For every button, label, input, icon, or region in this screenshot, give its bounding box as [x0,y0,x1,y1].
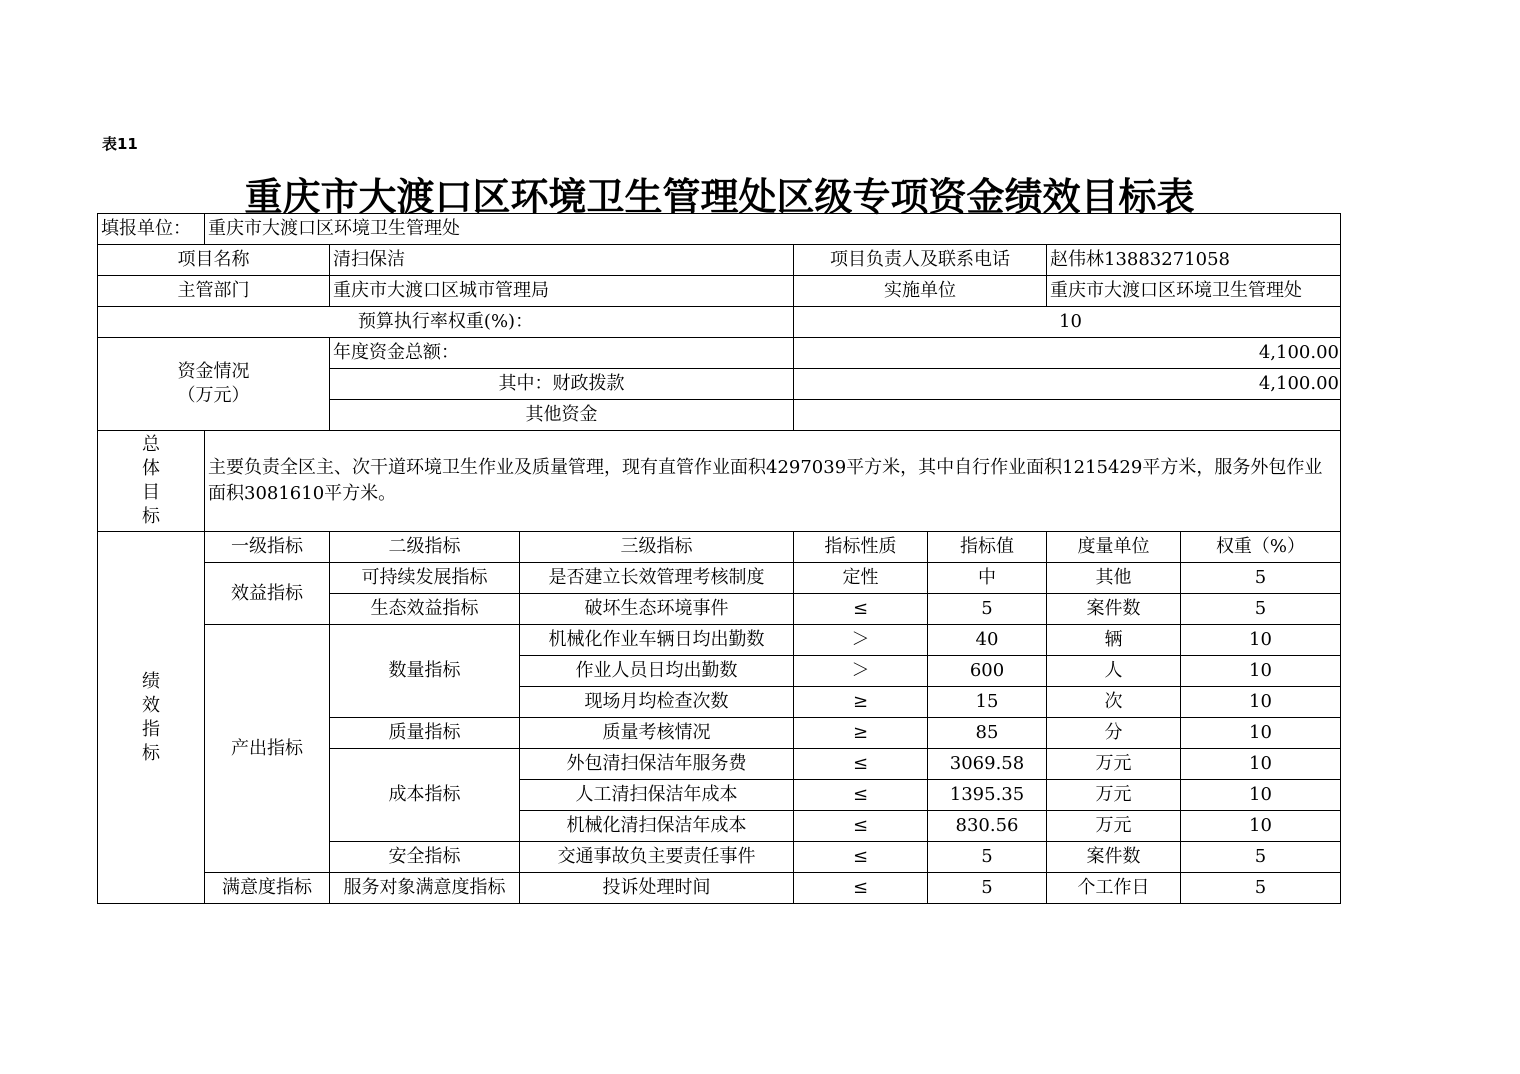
indicator-nature: ≤ [794,749,928,780]
header-level1: 一级指标 [205,532,330,563]
funds-total-row [98,338,1341,369]
dept-row [98,276,1341,307]
indicator-unit: 人 [1047,656,1181,687]
indicator-value: 中 [928,563,1047,594]
indicator-unit: 万元 [1047,780,1181,811]
indicator-nature: ≤ [794,811,928,842]
indicator-weight: 5 [1181,594,1341,625]
indicator-weight: 10 [1181,718,1341,749]
subgroup-service: 服务对象满意度指标 [330,873,520,904]
header-level3: 三级指标 [520,532,794,563]
indicator-weight: 10 [1181,749,1341,780]
fill-unit-row [98,214,1341,245]
budget-weight-label: 预算执行率权重(%)： [98,307,794,338]
contact-value: 赵伟林13883271058 [1047,245,1341,276]
funds-other-label: 其他资金 [330,400,794,431]
indicator-value: 830.56 [928,811,1047,842]
fill-unit-label: 填报单位： [98,214,205,245]
group-satisfaction: 满意度指标 [205,873,330,904]
indicator-value: 5 [928,842,1047,873]
funds-fiscal-label: 其中：财政拨款 [330,369,794,400]
indicator-weight: 10 [1181,811,1341,842]
perf-label-char: 标 [142,742,160,764]
impl-value: 重庆市大渡口区环境卫生管理处 [1047,276,1341,307]
goal-label-char: 标 [142,506,160,527]
indicator-name: 破坏生态环境事件 [520,594,794,625]
budget-weight-row [98,307,1341,338]
indicator-nature: 定性 [794,563,928,594]
indicator-unit: 次 [1047,687,1181,718]
indicator-unit: 其他 [1047,563,1181,594]
indicator-value: 5 [928,594,1047,625]
indicator-name: 交通事故负主要责任事件 [520,842,794,873]
indicator-unit: 个工作日 [1047,873,1181,904]
indicator-value: 15 [928,687,1047,718]
indicator-unit: 辆 [1047,625,1181,656]
indicator-header-row [98,532,1341,563]
indicator-weight: 10 [1181,625,1341,656]
header-nature: 指标性质 [794,532,928,563]
indicator-name: 是否建立长效管理考核制度 [520,563,794,594]
project-name-value: 清扫保洁 [330,245,794,276]
impl-label: 实施单位 [794,276,1047,307]
indicator-unit: 案件数 [1047,594,1181,625]
table-row [98,563,1341,594]
funds-fiscal-value: 4,100.00 [794,369,1341,400]
indicator-value: 85 [928,718,1047,749]
subgroup-eco: 生态效益指标 [330,594,520,625]
indicator-value: 600 [928,656,1047,687]
table-row [98,873,1341,904]
overall-goal-row [98,431,1341,532]
indicator-name: 作业人员日均出勤数 [520,656,794,687]
group-output: 产出指标 [205,625,330,873]
fill-unit-value: 重庆市大渡口区环境卫生管理处 [205,214,1341,245]
indicator-name: 投诉处理时间 [520,873,794,904]
indicator-unit: 案件数 [1047,842,1181,873]
indicator-name: 外包清扫保洁年服务费 [520,749,794,780]
header-value: 指标值 [928,532,1047,563]
project-name-label: 项目名称 [98,245,330,276]
indicator-nature: ≥ [794,718,928,749]
indicator-value: 5 [928,873,1047,904]
indicator-weight: 10 [1181,780,1341,811]
funds-label [98,338,330,431]
indicator-name: 质量考核情况 [520,718,794,749]
funds-total-value: 4,100.00 [794,338,1341,369]
indicator-weight: 10 [1181,687,1341,718]
indicator-unit: 万元 [1047,811,1181,842]
indicator-weight: 10 [1181,656,1341,687]
indicator-value: 1395.35 [928,780,1047,811]
indicator-name: 机械化作业车辆日均出勤数 [520,625,794,656]
indicator-weight: 5 [1181,873,1341,904]
funds-other-value [794,400,1341,431]
perf-label [98,532,205,904]
overall-goal-label [98,431,205,532]
funds-label-line2: （万元） [177,385,250,406]
funds-total-label: 年度资金总额： [330,338,794,369]
subgroup-quantity: 数量指标 [330,625,520,718]
subgroup-sustain: 可持续发展指标 [330,563,520,594]
indicator-nature: ≤ [794,842,928,873]
goal-label-char: 总 [142,434,160,455]
indicator-name: 人工清扫保洁年成本 [520,780,794,811]
indicator-value: 3069.58 [928,749,1047,780]
header-level2: 二级指标 [330,532,520,563]
funds-label-line1: 资金情况 [177,361,250,382]
indicator-weight: 5 [1181,842,1341,873]
subgroup-cost: 成本指标 [330,749,520,842]
table-number: 表11 [102,135,138,153]
subgroup-safety: 安全指标 [330,842,520,873]
indicator-nature: ≤ [794,873,928,904]
page-title: 重庆市大渡口区环境卫生管理处区级专项资金绩效目标表 [244,175,1195,219]
group-benefit: 效益指标 [205,563,330,625]
overall-goal-text: 主要负责全区主、次干道环境卫生作业及质量管理，现有直管作业面积4297039平方米，其中自行作业面积1215429平方米，服务外包作业面积3081610平方米。 [205,431,1341,532]
performance-target-table [97,213,1341,904]
perf-label-char: 指 [142,718,160,740]
indicator-name: 现场月均检查次数 [520,687,794,718]
indicator-nature: ＞ [794,625,928,656]
table-row [98,625,1341,656]
header-weight: 权重（%） [1181,532,1341,563]
indicator-unit: 分 [1047,718,1181,749]
budget-weight-value: 10 [794,307,1341,338]
project-row [98,245,1341,276]
indicator-nature: ＞ [794,656,928,687]
goal-label-char: 体 [142,458,160,479]
goal-label-char: 目 [142,482,160,503]
indicator-value: 40 [928,625,1047,656]
indicator-nature: ≤ [794,594,928,625]
indicator-nature: ≥ [794,687,928,718]
subgroup-quality: 质量指标 [330,718,520,749]
contact-label: 项目负责人及联系电话 [794,245,1047,276]
dept-label: 主管部门 [98,276,330,307]
indicator-nature: ≤ [794,780,928,811]
perf-label-char: 绩 [142,670,160,692]
header-unit: 度量单位 [1047,532,1181,563]
indicator-weight: 5 [1181,563,1341,594]
indicator-unit: 万元 [1047,749,1181,780]
perf-label-char: 效 [142,694,160,716]
indicator-name: 机械化清扫保洁年成本 [520,811,794,842]
dept-value: 重庆市大渡口区城市管理局 [330,276,794,307]
